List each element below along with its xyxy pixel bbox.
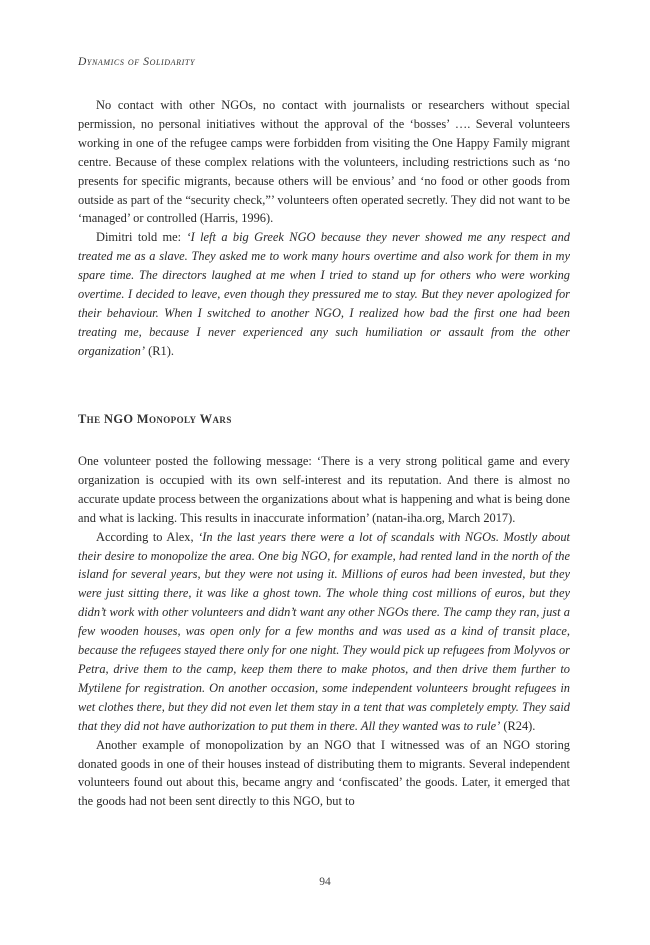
paragraph: No contact with other NGOs, no contact with journalists or researchers without special permission, no personal initiatives without the approval of the ‘bosses’ …. Several volunteers working in one of the refugee camps were forbidden from visiting the One Happy Family migrant centre. Because of these complex relations with the volunteers, including restrictions such as ‘no presents for specific migrants, because others will be envious’ and ‘no food or other goods from outside as part of the “security check,”’ volunteers often operated secretly. They did not want to be ‘managed’ or controlled (Harris, 1996). bbox=[78, 98, 570, 226]
paragraph-dimitri-quote bbox=[78, 228, 570, 360]
section-heading: The NGO Monopoly Wars bbox=[78, 412, 232, 426]
body-text-section-1 bbox=[78, 96, 570, 361]
paragraph-alex-quote bbox=[78, 528, 570, 736]
citation: (R24). bbox=[500, 718, 536, 733]
body-text-section-2 bbox=[78, 452, 570, 811]
running-head: Dynamics of Solidarity bbox=[78, 56, 196, 68]
paragraph: Another example of monopolization by an NGO that I witnessed was of an NGO storing donated goods in one of their houses instead of distributing them to migrants. Several independent volunteers found out about this, became angry and ‘confiscated’ the goods. Later, it emerged that the goods had not been sent directly to this NGO, but to bbox=[78, 737, 570, 809]
quote-text: ‘I left a big Greek NGO because they never showed me any respect and treated me as a slave. They asked me to work many hours overtime and also work for them in my spare time. The directors laughed at me when I tried to stand up for others who were working overtime. I decided to leave, even though they pressured me to stay. But they never apologized for their behaviour. When I switched to another NGO, I realized how bad the first one had been treating me, because I never experienced any such humiliation or assault from the other organization’ bbox=[78, 230, 570, 358]
page-number: 94 bbox=[319, 876, 331, 888]
quote-intro: Dimitri told me: bbox=[96, 230, 187, 245]
quote-text: ‘In the last years there were a lot of scandals with NGOs. Mostly about their desire to monopolize the area. One big NGO, for example, had rented land in the north of the island for several years, but they were not using it. Millions of euros had been invested, but they were just sitting there, it was like a ghost town. The whole thing cost millions of euros, but they didn’t work with other volunteers and didn’t want any other NGOs there. The camp they ran, just a few wooden houses, was open only for a few months and was used as a kind of transit place, because the refugees stayed there only for one night. They would pick up refugees from Molyvos or Petra, drive them to the camp, keep them there to make photos, and then drive them further to Mytilene for registration. On another occasion, some independent volunteers brought refugees in wet clothes there, but they did not even let them stay in a tent that was completely empty. They said that they did not have authorization to put them in there. All they wanted was to rule’ bbox=[78, 529, 571, 733]
paragraph: One volunteer posted the following message: ‘There is a very strong political game and every organization is occupied with its own self-interest and its reputation. And there is almost no accurate update process between the organizations about what is happening and what is being done and what is lacking. This results in inaccurate information’ (natan-iha.org, March 2017). bbox=[78, 454, 570, 525]
citation: (R1). bbox=[145, 343, 174, 358]
quote-intro: According to Alex, bbox=[96, 529, 199, 544]
